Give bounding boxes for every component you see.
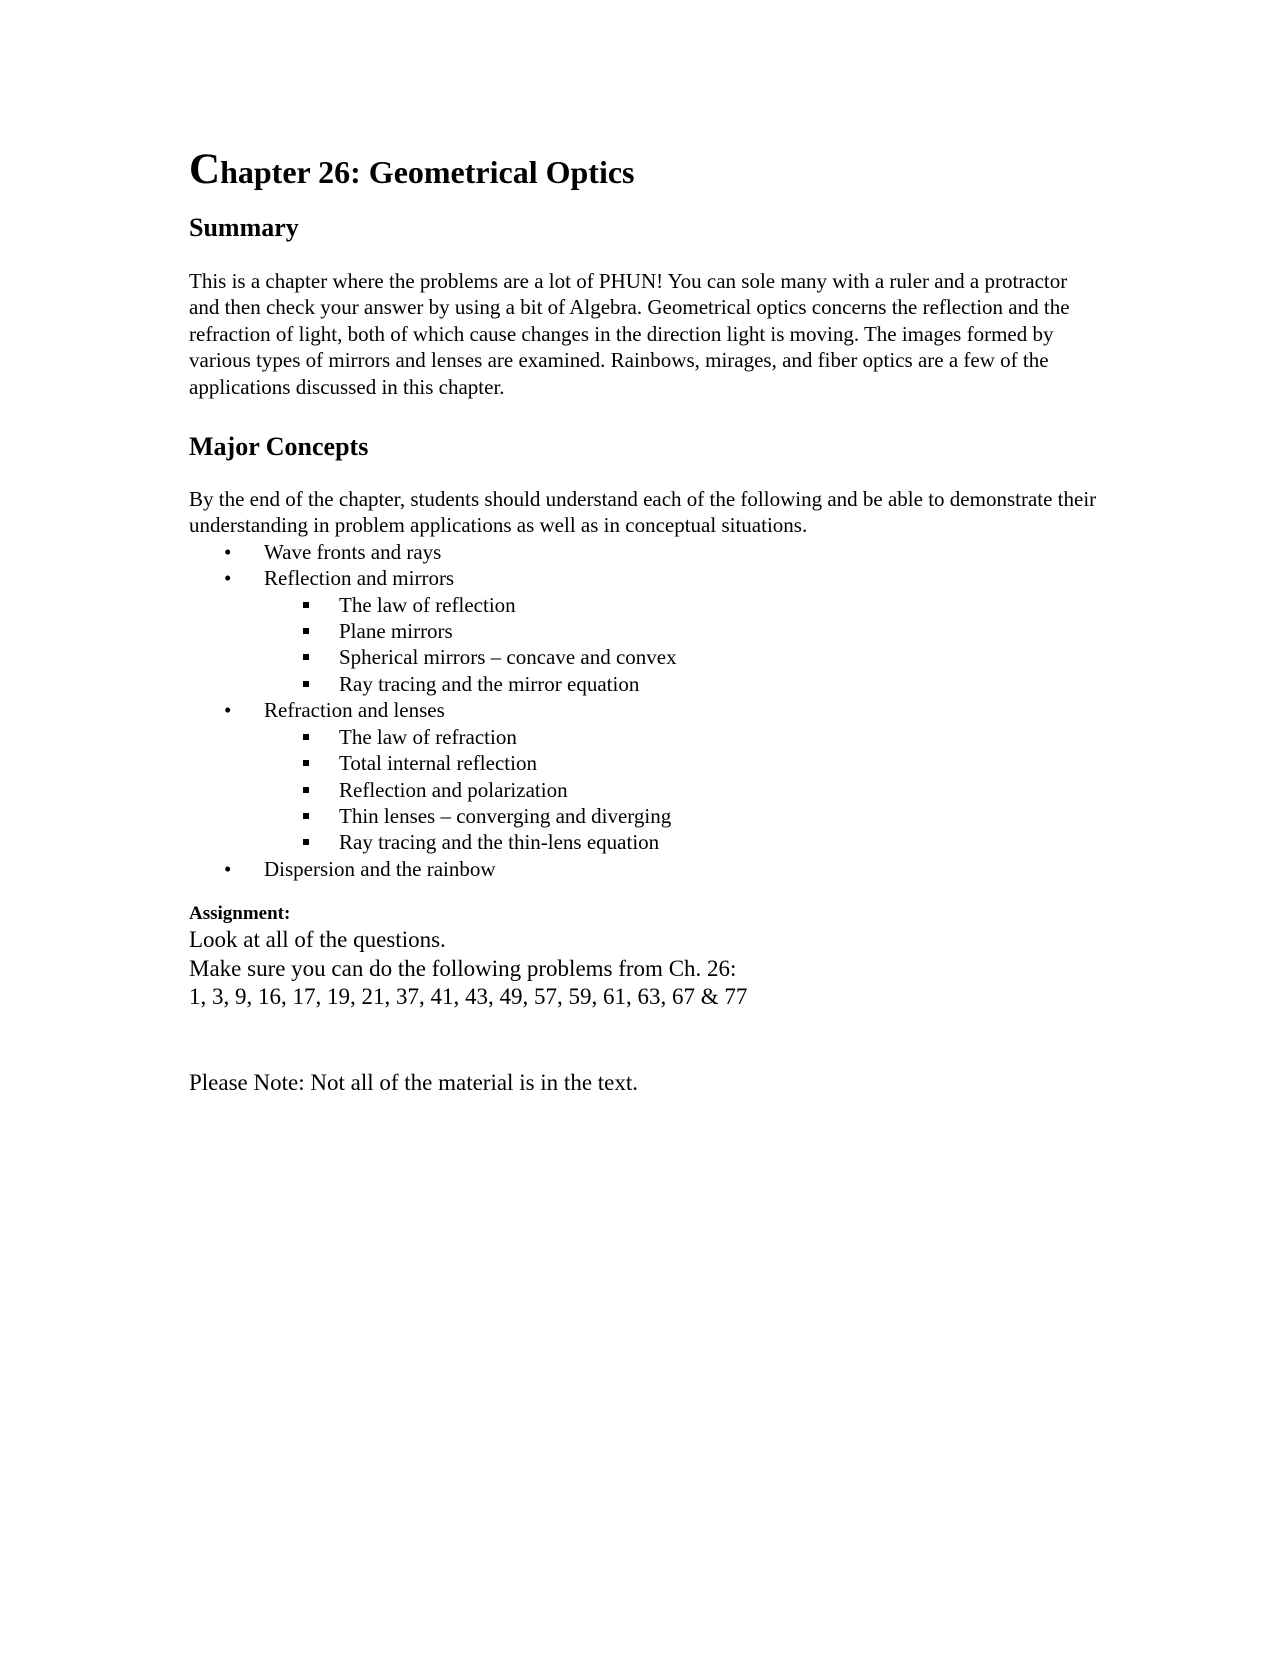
- bullet-square-icon: [303, 602, 309, 608]
- chapter-title-initial: C: [189, 146, 221, 193]
- assignment-line-1: Look at all of the questions.: [189, 927, 446, 953]
- summary-paragraph: This is a chapter where the problems are a lot of PHUN! You can sole many with a ruler and a protractor and then check your answer by using a bit of Algebra. Geometrical optics concerns the reflection and the refraction of light, both of which cause changes in the direction light is moving. The images formed by various types of mirrors and lenses are examined. Rainbows, mirages, and fiber optics are a few of the applications discussed in this chapter.: [189, 269, 1070, 399]
- concept-subitem-label: Thin lenses – converging and diverging: [339, 803, 672, 828]
- bullet-square-icon: [303, 760, 309, 766]
- concept-subitem-label: Ray tracing and the thin-lens equation: [339, 830, 660, 855]
- bullet-dot-icon: •: [224, 539, 232, 564]
- bullet-dot-icon: •: [224, 566, 232, 591]
- concept-subitem: [189, 750, 1099, 776]
- concept-subitem-label: Spherical mirrors – concave and convex: [339, 645, 677, 670]
- assignment-label: Assignment:: [189, 903, 291, 925]
- summary-heading: Summary: [189, 213, 299, 242]
- concept-subitem: [189, 724, 1099, 750]
- concept-label: Dispersion and the rainbow: [264, 856, 496, 881]
- bullet-square-icon: [303, 681, 309, 687]
- concept-subitem: [189, 777, 1099, 803]
- concept-subitem-label: Plane mirrors: [339, 619, 453, 644]
- concept-label: Reflection and mirrors: [264, 566, 455, 591]
- chapter-title: [189, 146, 1099, 193]
- please-note: Please Note: Not all of the material is in the text.: [189, 1069, 639, 1095]
- bullet-square-icon: [303, 839, 309, 845]
- concept-item: [189, 539, 1099, 565]
- concept-subitem-label: Ray tracing and the mirror equation: [339, 671, 640, 696]
- concept-item: [189, 697, 1099, 855]
- concept-subitem-label: The law of refraction: [339, 724, 517, 749]
- assignment-problem-list: 1, 3, 9, 16, 17, 19, 21, 37, 41, 43, 49, 57, 59, 61, 63, 67 & 77: [189, 984, 748, 1010]
- bullet-square-icon: [303, 734, 309, 740]
- concept-subitem: [189, 644, 1099, 670]
- concept-label: Wave fronts and rays: [264, 539, 442, 564]
- concept-label: Refraction and lenses: [264, 698, 445, 723]
- concept-sublist: [264, 592, 1099, 698]
- concepts-intro-paragraph: By the end of the chapter, students should understand each of the following and be able to demonstrate their understanding in problem applications as well as in conceptual situations.: [189, 487, 1097, 538]
- chapter-title-rest: hapter 26: Geometrical Optics: [220, 154, 635, 190]
- bullet-square-icon: [303, 813, 309, 819]
- concept-subitem-label: Total internal reflection: [339, 751, 537, 776]
- bullet-square-icon: [303, 654, 309, 660]
- major-concepts-heading: Major Concepts: [189, 432, 369, 462]
- bullet-square-icon: [303, 628, 309, 634]
- concept-subitem: [189, 803, 1099, 829]
- concept-item: [189, 856, 1099, 882]
- concept-subitem: [189, 592, 1099, 618]
- concept-item: [189, 565, 1099, 697]
- concept-subitem: [189, 618, 1099, 644]
- bullet-square-icon: [303, 787, 309, 793]
- concept-subitem-label: Reflection and polarization: [339, 777, 568, 802]
- concepts-list: [189, 539, 1099, 882]
- concept-sublist: [264, 724, 1099, 856]
- page-content: [189, 146, 1099, 1097]
- concept-subitem: [189, 829, 1099, 855]
- bullet-dot-icon: •: [224, 856, 232, 881]
- concept-subitem: [189, 671, 1099, 697]
- concept-subitem-label: The law of reflection: [339, 592, 516, 617]
- assignment-line-2: Make sure you can do the following problems from Ch. 26:: [189, 955, 737, 981]
- bullet-dot-icon: •: [224, 698, 232, 723]
